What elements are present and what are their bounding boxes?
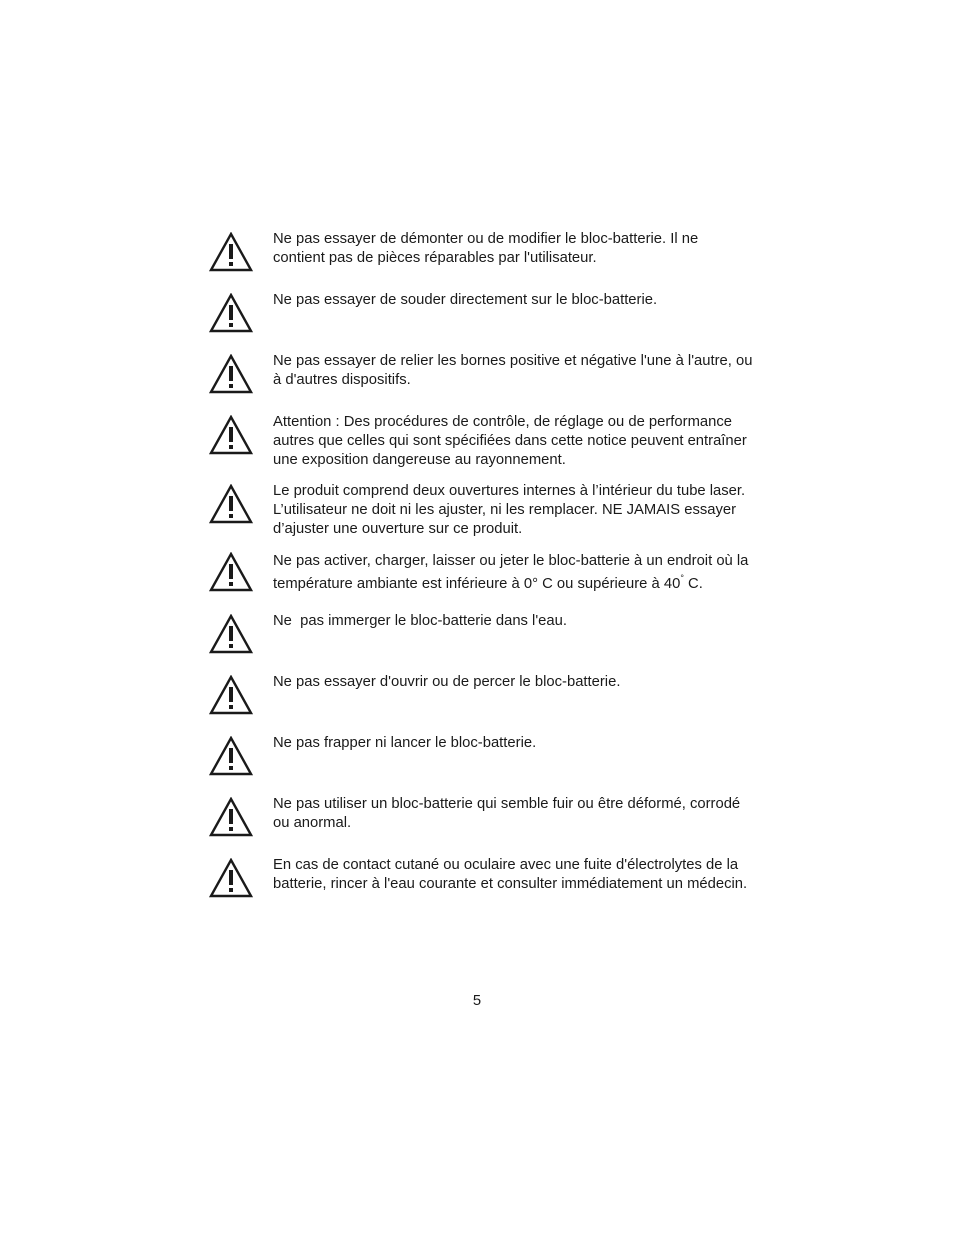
warning-text: Ne pas essayer d'ouvrir ou de percer le bloc-batterie. [273,674,621,690]
warning-triangle-icon [209,293,253,333]
warning-triangle-icon [209,797,253,837]
warning-triangle-icon [209,484,253,524]
warning-text-main: Ne pas activer, charger, laisser ou jeter le bloc-batterie à un endroit où la température ambiante est inférieure à 0° C ou supérieure à 40 [273,553,753,592]
warning-text: Le produit comprend deux ouvertures internes à l’intérieur du tube laser. L’utilisateur ne doit ni les ajuster, ni les remplacer. NE JAMAIS essayer d’ajuster une ouverture sur ce produit. [273,483,750,537]
warning-triangle-icon [209,415,253,455]
warning-text: Ne pas immerger le bloc-batterie dans l'eau. [273,613,567,629]
warning-text: Ne pas frapper ni lancer le bloc-batterie. [273,735,537,751]
warning-text [273,550,753,596]
page-number: 5 [472,993,482,1009]
warning-text-end: C. [683,576,703,592]
warning-triangle-icon [209,354,253,394]
degree-superscript: ° [680,573,684,583]
warning-text: Ne pas essayer de souder directement sur le bloc-batterie. [273,292,658,308]
warning-text: En cas de contact cutané ou oculaire avec une fuite d'électrolytes de la batterie, rincer à l'eau courante et consulter immédiatement un médecin. [273,857,748,892]
warning-text: Attention : Des procédures de contrôle, de réglage ou de performance autres que celles qui sont spécifiées dans cette notice peuvent entraîner une exposition dangereuse au rayonnement. [273,414,751,468]
warning-triangle-icon [209,675,253,715]
warning-triangle-icon [209,614,253,654]
warning-text: Ne pas essayer de relier les bornes positive et négative l'une à l'autre, ou à d'autres dispositifs. [273,353,757,388]
warning-text: Ne pas essayer de démonter ou de modifier le bloc-batterie. Il ne contient pas de pièces réparables par l'utilisateur. [273,231,703,266]
warning-triangle-icon [209,232,253,272]
warning-triangle-icon [209,736,253,776]
warning-triangle-icon [209,858,253,898]
warning-triangle-icon [209,552,253,592]
warning-text: Ne pas utiliser un bloc-batterie qui semble fuir ou être déformé, corrodé ou anormal. [273,796,745,831]
